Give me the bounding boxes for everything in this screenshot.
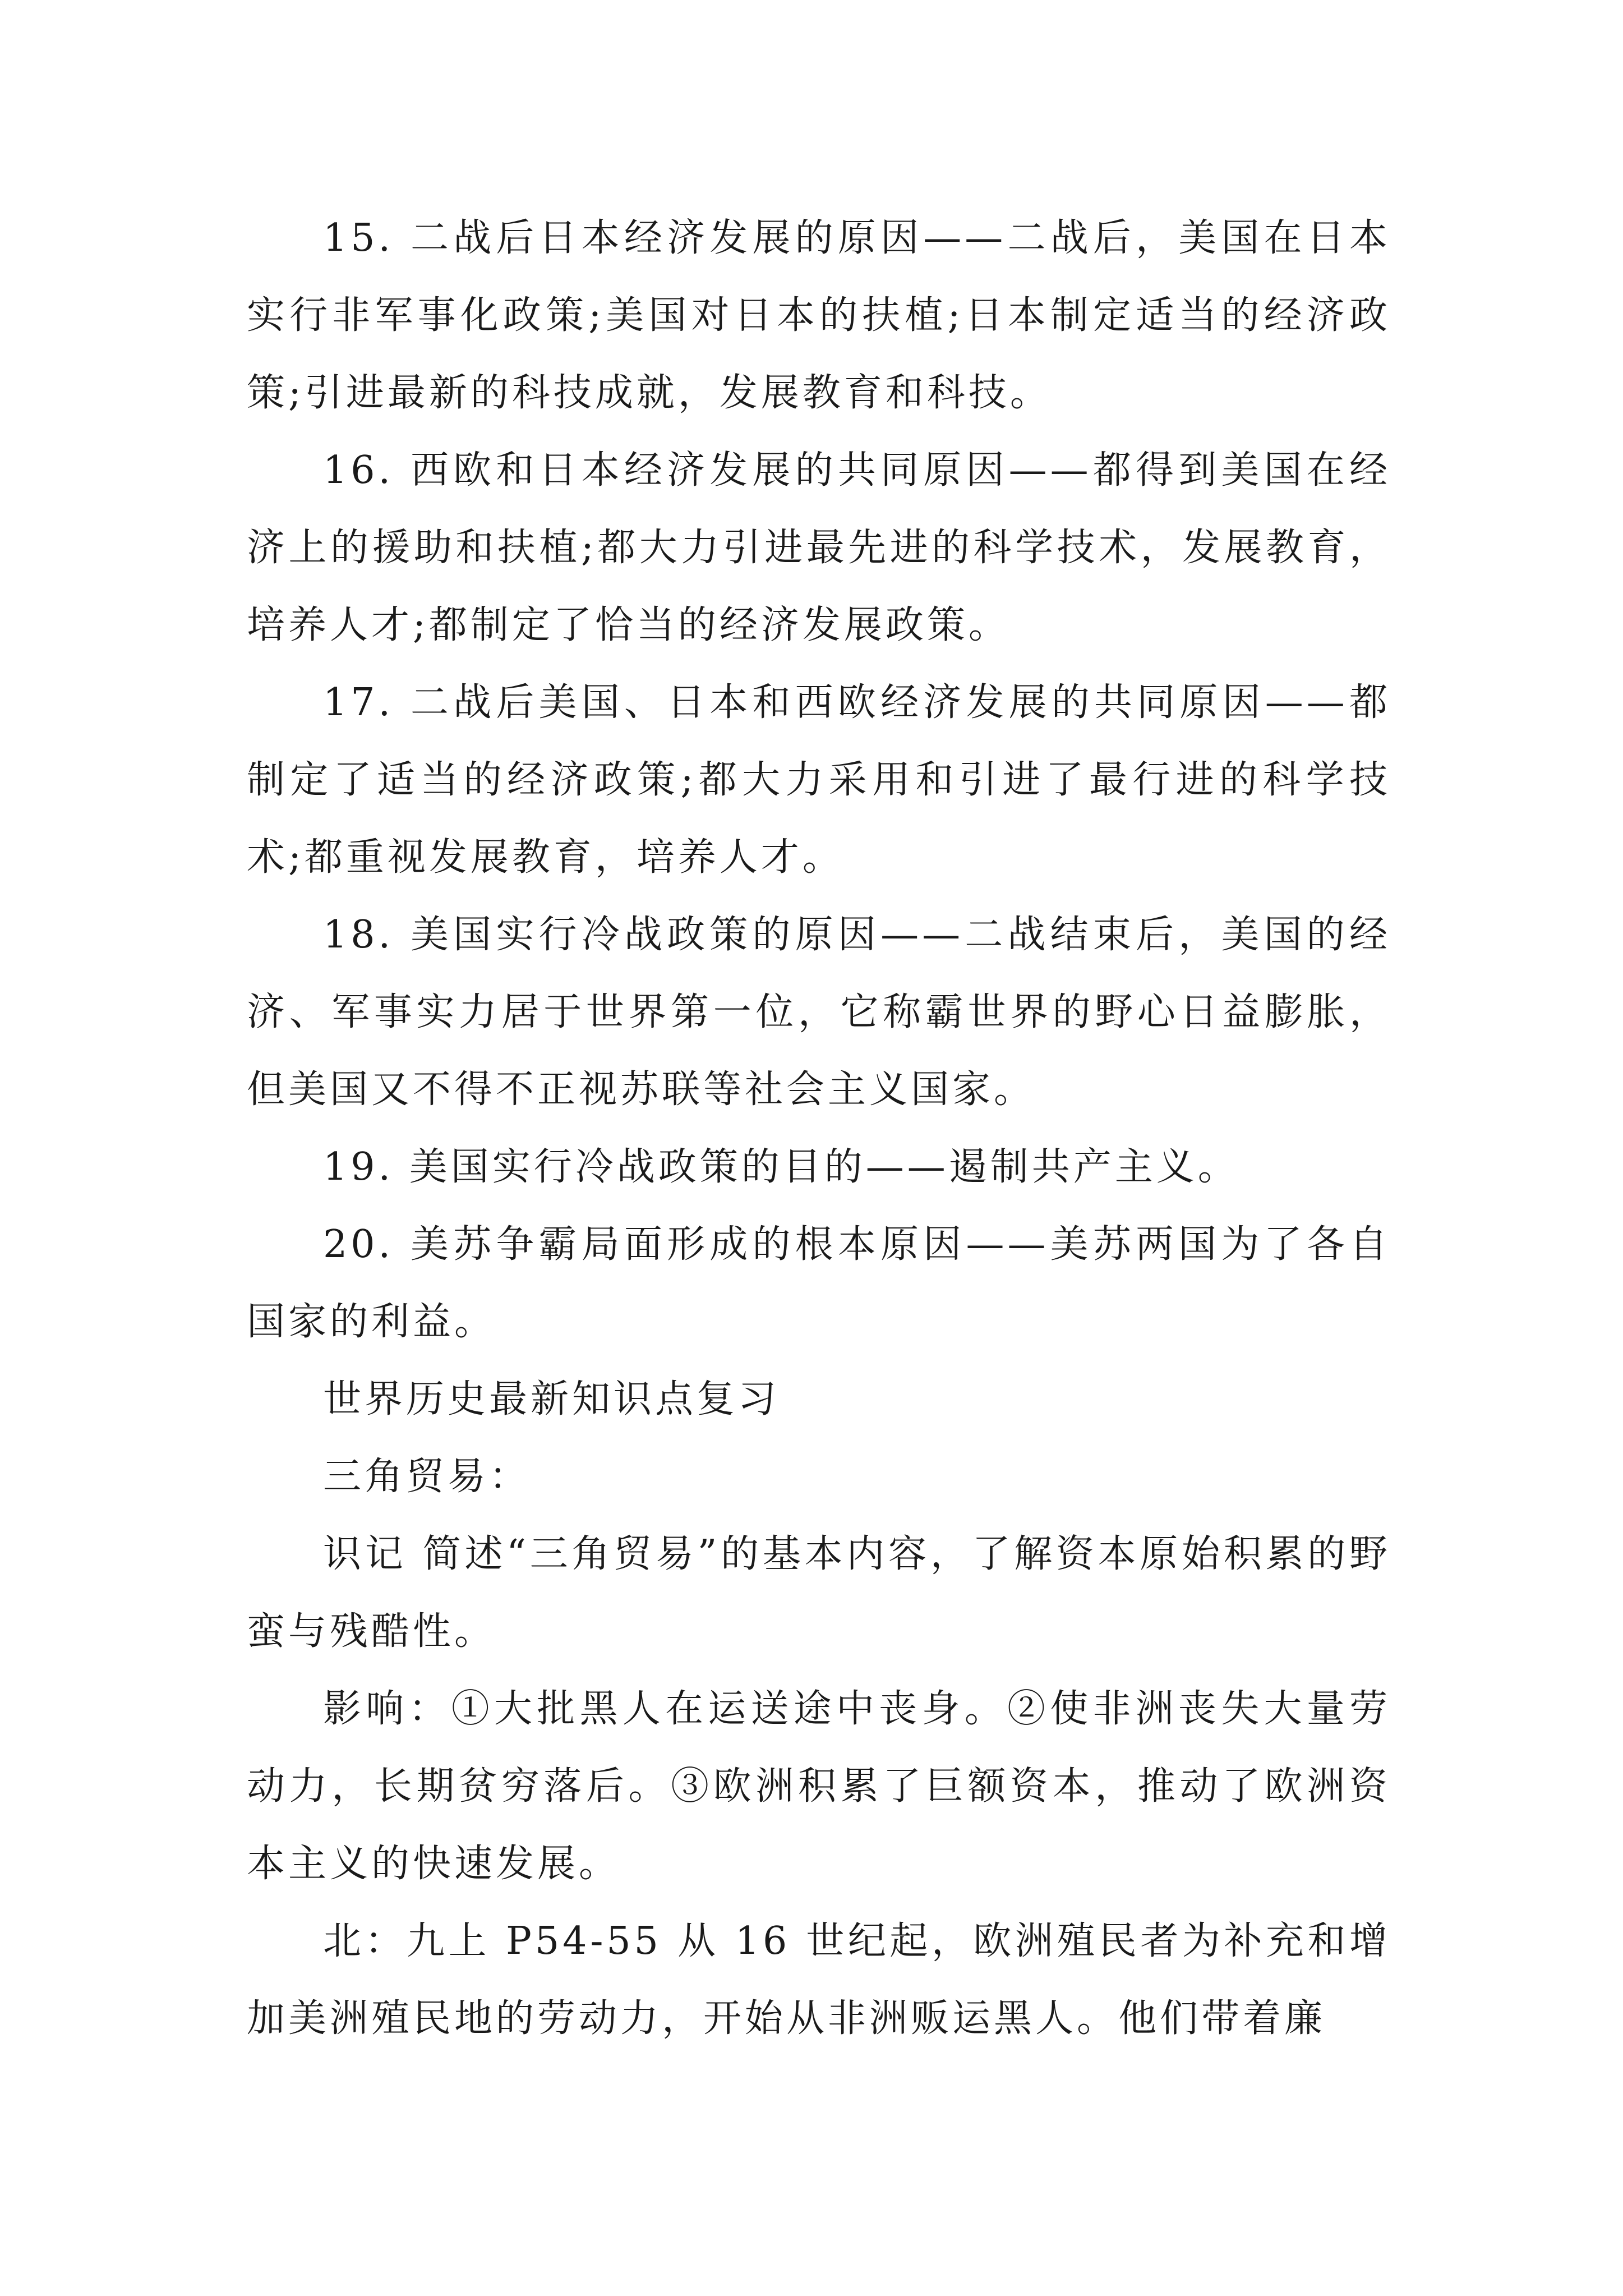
impact-paragraph: 影响：①大批黑人在运送途中丧身。②使非洲丧失大量劳动力，长期贫穷落后。③欧洲积累了巨额资本，推动了欧洲资本主义的快速发展。 <box>247 1687 1391 1886</box>
memorize-note: 识记 简述“三角贸易”的基本内容，了解资本原始积累的野蛮与残酷性。 <box>247 1532 1391 1654</box>
paragraph-19: 19. 美国实行冷战政策的目的——遏制共产主义。 <box>323 1145 1239 1189</box>
paragraph-18: 18. 美国实行冷战政策的原因——二战结束后，美国的经济、军事实力居于世界第一位，它称霸世界的野心日益膨胀，但美国又不得不正视苏联等社会主义国家。 <box>247 913 1391 1112</box>
document-body <box>247 200 1391 2058</box>
topic-heading: 三角贸易： <box>323 1455 531 1499</box>
section-heading: 世界历史最新知识点复习 <box>323 1377 780 1421</box>
textbook-reference-paragraph: 北：九上 P54-55 从 16 世纪起，欧洲殖民者为补充和增加美洲殖民地的劳动力，开始从非洲贩运黑人。他们带着廉 <box>247 1919 1391 2041</box>
paragraph-17: 17. 二战后美国、日本和西欧经济发展的共同原因——都制定了适当的经济政策;都大力采用和引进了最行进的科学技术;都重视发展教育，培养人才。 <box>247 680 1391 880</box>
paragraph-20: 20. 美苏争霸局面形成的根本原因——美苏两国为了各自国家的利益。 <box>247 1222 1391 1344</box>
paragraph-16: 16. 西欧和日本经济发展的共同原因——都得到美国在经济上的援助和扶植;都大力引进最先进的科学技术，发展教育，培养人才;都制定了恰当的经济发展政策。 <box>247 448 1391 647</box>
paragraph-15: 15. 二战后日本经济发展的原因——二战后，美国在日本实行非军事化政策;美国对日本的扶植;日本制定适当的经济政策;引进最新的科技成就，发展教育和科技。 <box>247 216 1391 415</box>
